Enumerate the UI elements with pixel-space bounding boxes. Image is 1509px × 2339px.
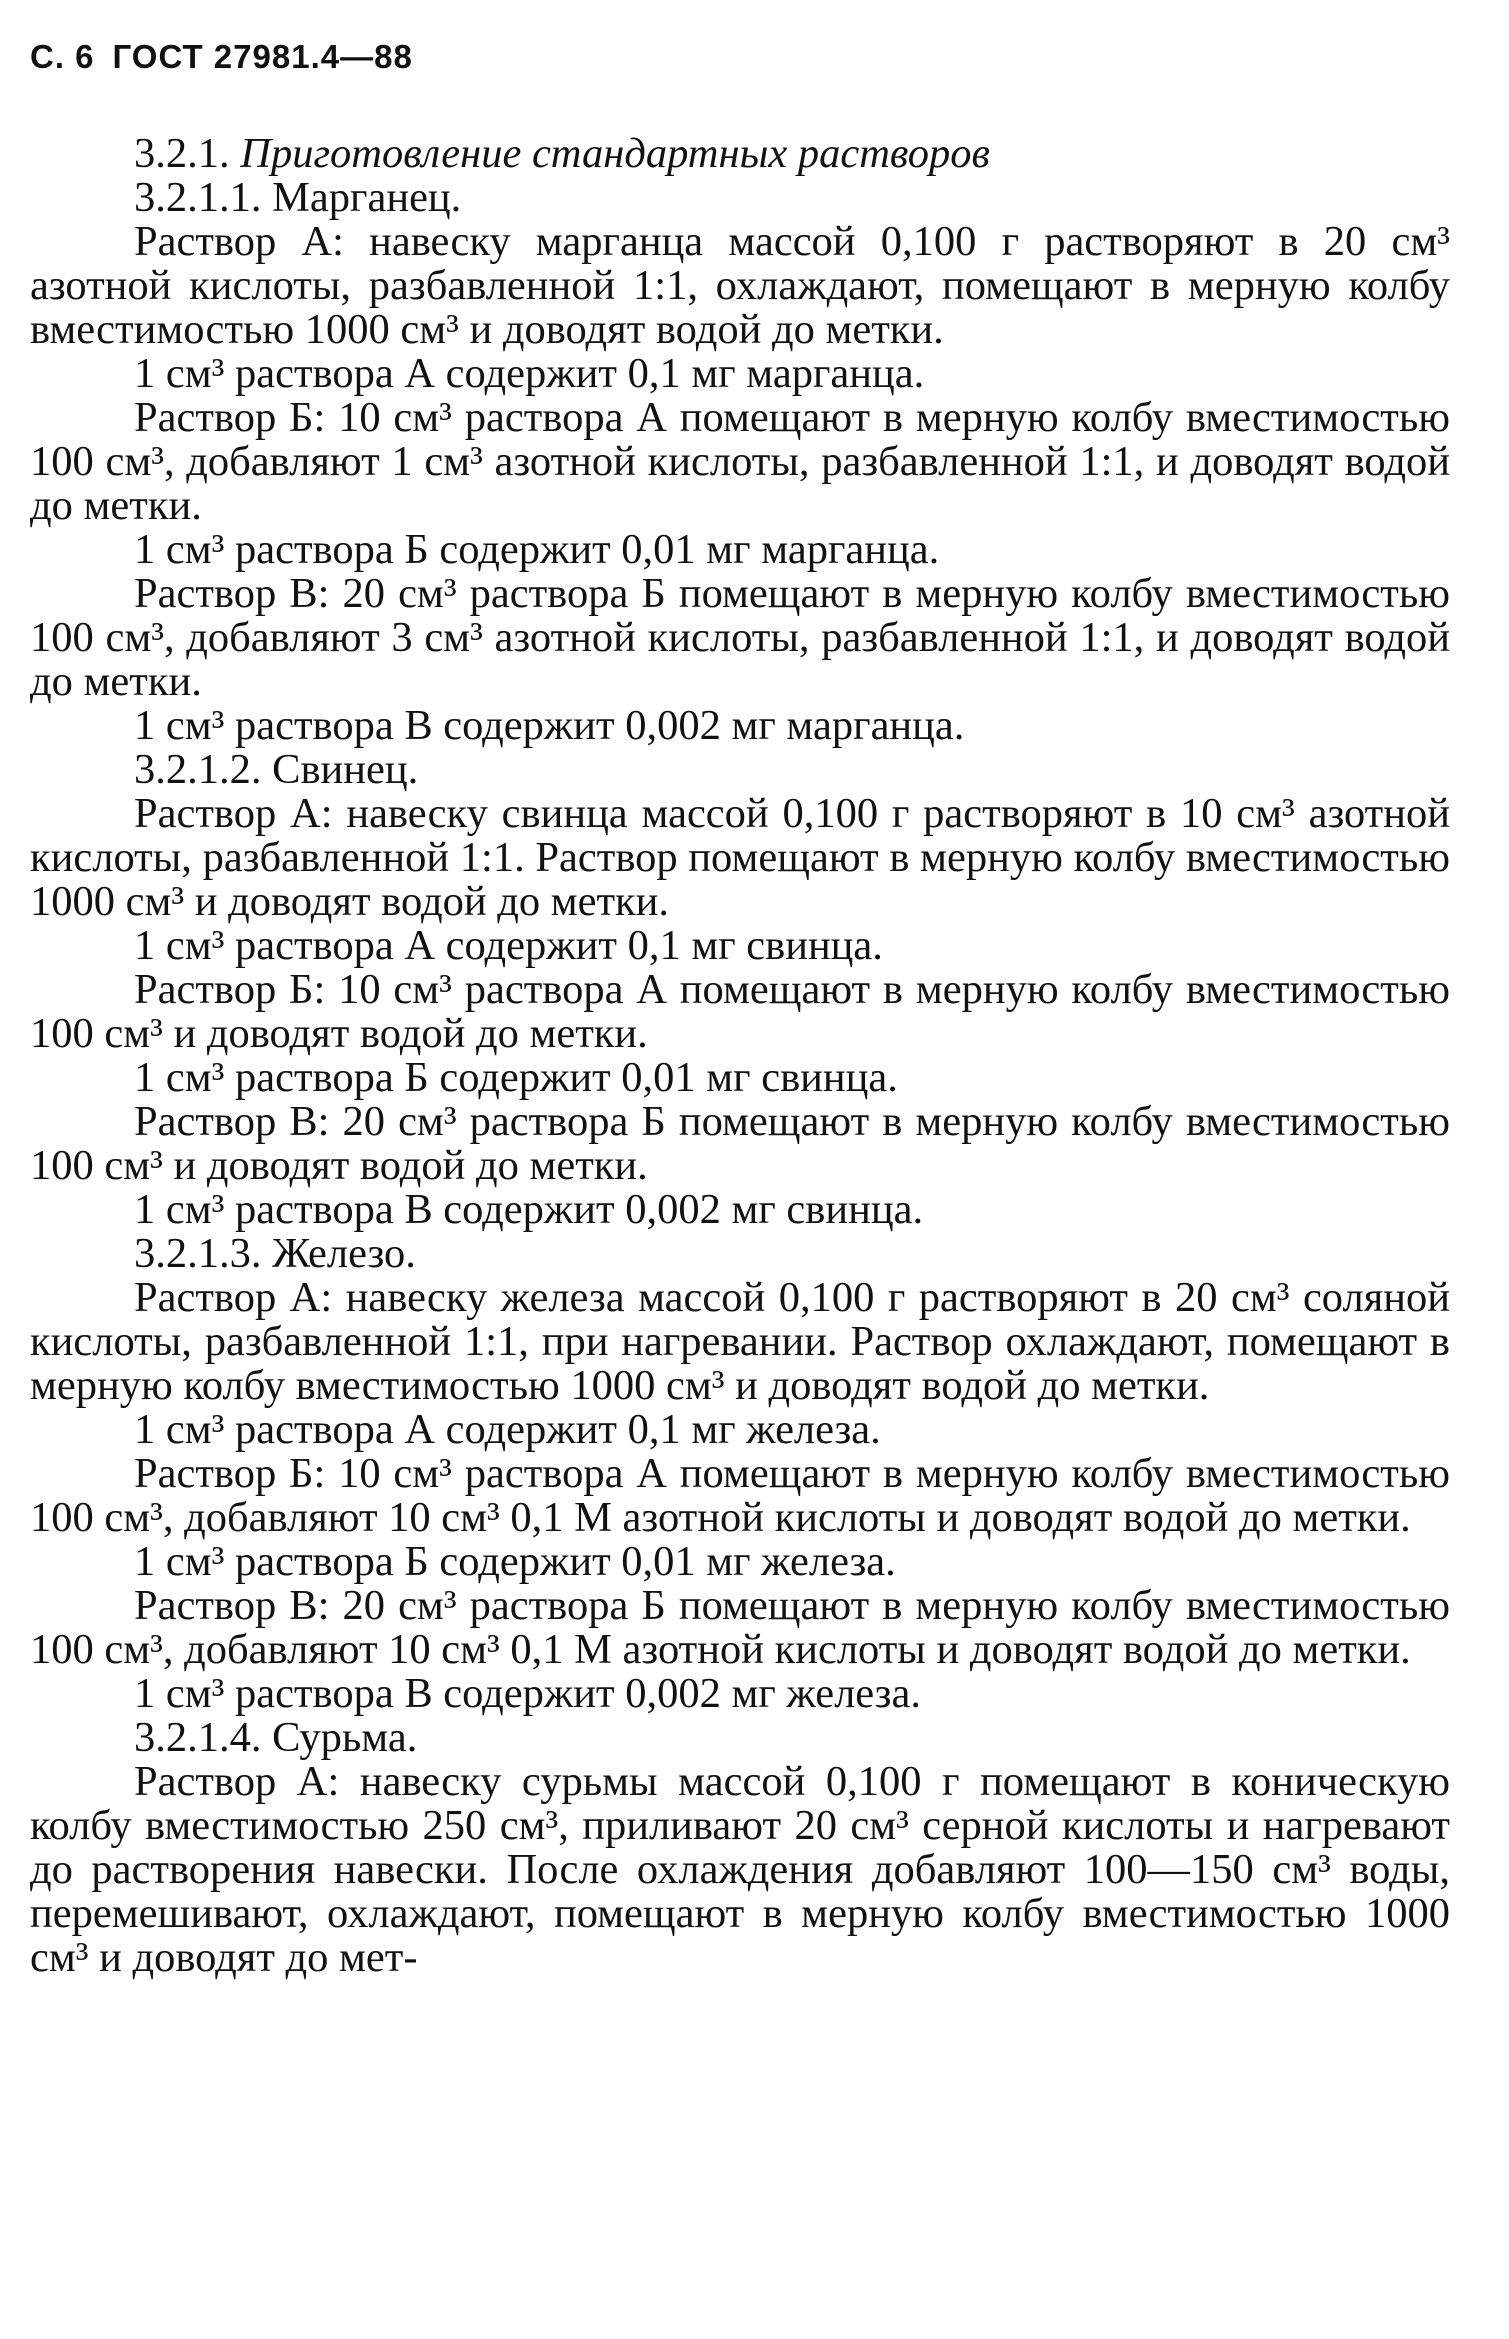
paragraph: 1 см³ раствора А содержит 0,1 мг свинца.: [134, 922, 883, 969]
page-header: [30, 38, 1450, 90]
document-page: [30, 38, 1450, 1980]
paragraph: 1 см³ раствора Б содержит 0,01 мг марганца.: [134, 526, 940, 573]
paragraph: 1 см³ раствора Б содержит 0,01 мг свинца.: [134, 1054, 898, 1101]
subsection-number: 3.2.1.1.: [134, 174, 262, 221]
paragraph: Раствор А: навеску сурьмы массой 0,100 г помещают в коническую колбу вместимостью 250 см³, приливают 20 см³ серной кислоты и нагревают до растворения навески. После охлаждения добавляют 100—150 см³ воды, перемешивают, охлаждают, помещают в мерную колбу вместимостью 1000 см³ и доводят до мет-: [30, 1758, 1450, 1981]
paragraph: Раствор Б: 10 см³ раствора А помещают в мерную колбу вместимостью 100 см³, добавляют 1 см³ азотной кислоты, разбавленной 1:1, и доводят водой до метки.: [30, 394, 1450, 529]
subsection-heading-iron: [30, 1232, 1450, 1276]
subsection-heading-lead: [30, 748, 1450, 792]
paragraph: Раствор В: 20 см³ раствора Б помещают в мерную колбу вместимостью 100 см³, добавляют 10 см³ 0,1 М азотной кислоты и доводят водой до метки.: [30, 1582, 1450, 1673]
subsection-title: Сурьма.: [272, 1714, 418, 1761]
paragraph: 1 см³ раствора А содержит 0,1 мг железа.: [134, 1406, 881, 1453]
paragraph: 1 см³ раствора В содержит 0,002 мг свинца.: [134, 1186, 924, 1233]
paragraph: 1 см³ раствора Б содержит 0,01 мг железа.: [134, 1538, 896, 1585]
paragraph: Раствор В: 20 см³ раствора Б помещают в мерную колбу вместимостью 100 см³ и доводят водой до метки.: [30, 1098, 1450, 1189]
paragraph: 1 см³ раствора В содержит 0,002 мг марганца.: [134, 702, 965, 749]
subsection-number: 3.2.1.4.: [134, 1714, 262, 1761]
document-body: [30, 132, 1450, 1980]
paragraph: Раствор Б: 10 см³ раствора А помещают в мерную колбу вместимостью 100 см³ и доводят водой до метки.: [30, 966, 1450, 1057]
paragraph: Раствор А: навеску железа массой 0,100 г растворяют в 20 см³ соляной кислоты, разбавленной 1:1, при нагревании. Раствор охлаждают, помещают в мерную колбу вместимостью 1000 см³ и доводят водой до метки.: [30, 1274, 1450, 1409]
subsection-number: 3.2.1.2.: [134, 746, 262, 793]
subsection-heading-manganese: [30, 176, 1450, 220]
section-title: Приготовление стандартных растворов: [240, 130, 990, 177]
page-number: С. 6: [30, 38, 95, 75]
subsection-title: Свинец.: [272, 746, 419, 793]
paragraph: Раствор Б: 10 см³ раствора А помещают в мерную колбу вместимостью 100 см³, добавляют 10 см³ 0,1 М азотной кислоты и доводят водой до метки.: [30, 1450, 1450, 1541]
subsection-heading-antimony: [30, 1716, 1450, 1760]
section-number: 3.2.1.: [134, 130, 230, 177]
subsection-title: Марганец.: [272, 174, 462, 221]
paragraph: Раствор В: 20 см³ раствора Б помещают в мерную колбу вместимостью 100 см³, добавляют 3 см³ азотной кислоты, разбавленной 1:1, и доводят водой до метки.: [30, 570, 1450, 705]
section-heading-3-2-1: [30, 132, 1450, 176]
subsection-number: 3.2.1.3.: [134, 1230, 262, 1277]
paragraph: Раствор А: навеску марганца массой 0,100 г растворяют в 20 см³ азотной кислоты, разбавленной 1:1, охлаждают, помещают в мерную колбу вместимостью 1000 см³ и доводят водой до метки.: [30, 218, 1450, 353]
paragraph: 1 см³ раствора А содержит 0,1 мг марганца.: [134, 350, 925, 397]
paragraph: 1 см³ раствора В содержит 0,002 мг железа.: [134, 1670, 921, 1717]
standard-designation: ГОСТ 27981.4—88: [112, 38, 413, 75]
paragraph: Раствор А: навеску свинца массой 0,100 г растворяют в 10 см³ азотной кислоты, разбавленной 1:1. Раствор помещают в мерную колбу вместимостью 1000 см³ и доводят водой до метки.: [30, 790, 1450, 925]
subsection-title: Железо.: [272, 1230, 416, 1277]
